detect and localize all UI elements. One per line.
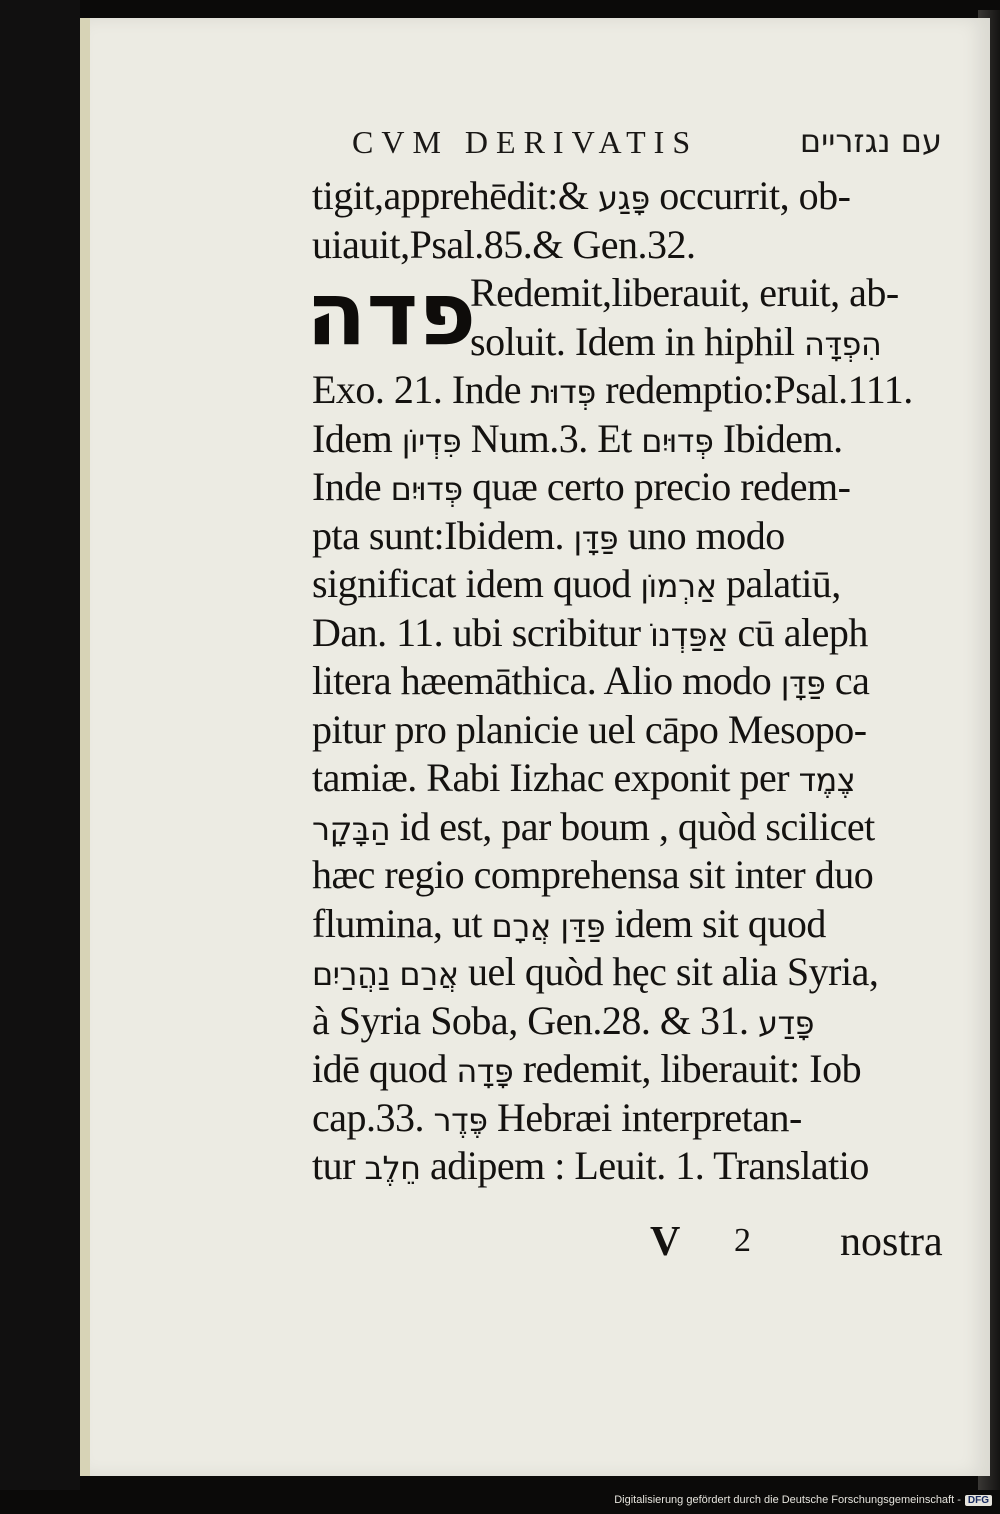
body-text bbox=[312, 172, 962, 1191]
latin-text: idem sit quod bbox=[605, 900, 826, 946]
text-line bbox=[312, 900, 962, 949]
text-line bbox=[312, 221, 962, 270]
signature-letter: V bbox=[650, 1219, 681, 1265]
hebrew-word: פֶּדֶר bbox=[433, 1100, 488, 1139]
text-line bbox=[312, 1142, 962, 1191]
text-line bbox=[312, 803, 962, 852]
text-line bbox=[312, 657, 962, 706]
latin-text: tur bbox=[312, 1143, 365, 1188]
text-line bbox=[312, 366, 962, 415]
signature-number: 2 bbox=[734, 1222, 751, 1259]
text-line bbox=[312, 706, 962, 755]
running-header bbox=[352, 124, 952, 164]
hebrew-word: פְּדוּיִם bbox=[390, 470, 463, 508]
latin-text: uel quòd hęc sit alia Syria, bbox=[458, 949, 879, 994]
latin-text: soluit. Idem in hiphil bbox=[470, 318, 805, 364]
text-line bbox=[312, 318, 962, 367]
text-line bbox=[312, 269, 962, 318]
latin-text: pta sunt:Ibidem. bbox=[312, 512, 574, 558]
latin-text: litera hæemāthica. Alio modo bbox=[312, 658, 781, 703]
hebrew-word: צֶמֶד bbox=[798, 761, 856, 799]
hebrew-word: פַּדָּן bbox=[573, 518, 619, 557]
latin-text: adipem : Leuit. 1. Translatio bbox=[420, 1143, 869, 1188]
scan-background-left bbox=[0, 0, 80, 1490]
signature-line bbox=[650, 1218, 950, 1268]
catchword: nostra bbox=[840, 1219, 943, 1265]
text-line bbox=[312, 754, 962, 803]
latin-text: pitur pro planicie uel cāpo Mesopo- bbox=[312, 706, 867, 752]
hebrew-word: אַרְמוֹן bbox=[640, 567, 717, 605]
latin-text: uno modo bbox=[618, 512, 785, 558]
hebrew-word: פַּדָּן bbox=[780, 664, 826, 702]
latin-text: id est, par boum , quòd scilicet bbox=[390, 803, 875, 849]
text-line bbox=[312, 512, 962, 561]
text-line bbox=[312, 851, 962, 900]
latin-text: palatiū, bbox=[716, 561, 841, 606]
latin-text: Idem bbox=[312, 415, 402, 461]
hebrew-word: הַבָּקָר bbox=[312, 809, 391, 848]
text-line bbox=[312, 172, 962, 221]
header-latin: CVM DERIVATIS bbox=[352, 124, 699, 160]
latin-text: tamiæ. Rabi Iizhac exponit per bbox=[312, 755, 799, 800]
text-line bbox=[312, 609, 962, 658]
text-line bbox=[312, 415, 962, 464]
latin-text: Num.3. Et bbox=[461, 415, 642, 461]
latin-text: à Syria Soba, Gen.28. & 31. bbox=[312, 997, 758, 1043]
text-line bbox=[312, 560, 962, 609]
hebrew-word: פָּגַע bbox=[598, 179, 650, 217]
latin-text: Dan. 11. ubi scribitur bbox=[312, 609, 651, 655]
latin-text: occurrit, ob- bbox=[649, 173, 851, 218]
hebrew-word: הִפְדָּה bbox=[804, 324, 882, 363]
text-line bbox=[312, 1094, 962, 1143]
latin-text: Ibidem. bbox=[713, 415, 843, 461]
latin-text: cū aleph bbox=[727, 609, 868, 655]
hebrew-word: פַּדַּן אֲרָם bbox=[491, 906, 606, 945]
hebrew-word: פְּדוּת bbox=[530, 373, 596, 411]
latin-text: hæc regio comprehensa sit inter duo bbox=[312, 852, 874, 897]
hebrew-drop-cap: פדה bbox=[306, 262, 477, 365]
hebrew-word: אַפַּדְנוֹ bbox=[650, 615, 728, 654]
latin-text: ca bbox=[825, 658, 870, 703]
hebrew-word: פִּדְיוֹן bbox=[401, 421, 462, 460]
text-line bbox=[312, 463, 962, 512]
latin-text: cap.33. bbox=[312, 1094, 434, 1140]
footer-credit bbox=[540, 1494, 1000, 1514]
hebrew-word: חֵלֶב bbox=[364, 1149, 421, 1187]
latin-text: uiauit,Psal.85.& Gen.32. bbox=[312, 221, 696, 267]
latin-text: redemptio:Psal.111. bbox=[595, 367, 913, 412]
latin-text: flumina, ut bbox=[312, 900, 492, 946]
hebrew-word: פָּדָה bbox=[456, 1052, 514, 1090]
text-line bbox=[312, 948, 962, 997]
latin-text: Inde bbox=[312, 464, 391, 509]
latin-text: Hebræi interpretan- bbox=[487, 1094, 802, 1140]
latin-text: Redemit,liberauit, eruit, ab- bbox=[470, 270, 899, 315]
latin-text: redemit, liberauit: Iob bbox=[513, 1046, 862, 1091]
latin-text: Exo. 21. Inde bbox=[312, 367, 531, 412]
hebrew-word: פָּדַע bbox=[757, 1003, 814, 1042]
header-hebrew: עם נגזריים bbox=[799, 122, 942, 160]
hebrew-word: אֲרַם נַהֲרַיִם bbox=[312, 955, 459, 993]
latin-text: significat idem quod bbox=[312, 561, 641, 606]
latin-text: quæ certo precio redem- bbox=[462, 464, 851, 509]
text-line bbox=[312, 997, 962, 1046]
dfg-logo: DFG bbox=[965, 1495, 992, 1506]
hebrew-word: פְּדוּיִם bbox=[641, 421, 714, 460]
latin-text: tigit,apprehēdit:& bbox=[312, 173, 598, 218]
footer-text: Digitalisierung gefördert durch die Deutsche Forschungsgemeinschaft - bbox=[614, 1494, 961, 1506]
text-line bbox=[312, 1045, 962, 1094]
latin-text: idē quod bbox=[312, 1046, 457, 1091]
